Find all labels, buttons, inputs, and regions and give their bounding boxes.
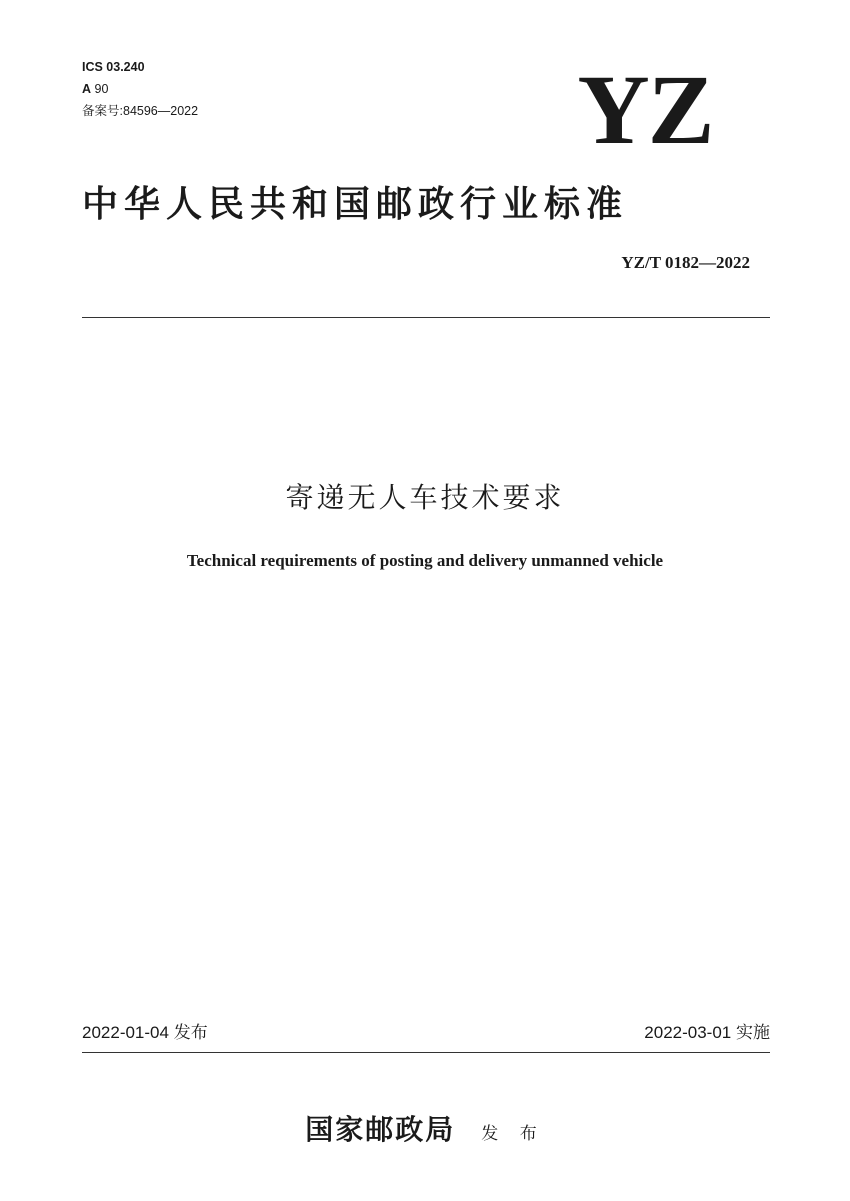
title-chinese: 寄递无人车技术要求 — [285, 481, 565, 514]
ccs-number: 90 — [94, 82, 109, 96]
yz-logo: YZ — [577, 54, 713, 165]
ccs-code — [82, 78, 108, 100]
standard-number: YZ/T 0182—2022 — [621, 253, 750, 272]
top-divider — [82, 317, 770, 318]
issue-date-value: 2022-01-04 — [82, 1023, 169, 1042]
bottom-divider — [82, 1052, 770, 1053]
implement-date-label: 实施 — [736, 1023, 770, 1043]
record-number — [82, 100, 198, 122]
publisher-name: 国家邮政局 — [305, 1113, 456, 1146]
publisher — [0, 1108, 850, 1156]
issue-date — [82, 1020, 208, 1046]
record-label: 备案号 — [82, 104, 120, 118]
standard-category: 中华人民共和国邮政行业标准 — [82, 183, 629, 225]
publisher-label: 发 布 — [481, 1124, 545, 1144]
issue-date-label: 发布 — [173, 1023, 208, 1043]
title-english: Technical requirements of posting and delivery unmanned vehicle — [186, 551, 664, 570]
ics-code: ICS 03.240 — [82, 60, 145, 74]
ccs-letter: A — [82, 82, 92, 96]
implement-date-value: 2022-03-01 — [644, 1023, 732, 1042]
record-value: :84596—2022 — [119, 104, 199, 118]
implement-date — [644, 1020, 770, 1046]
